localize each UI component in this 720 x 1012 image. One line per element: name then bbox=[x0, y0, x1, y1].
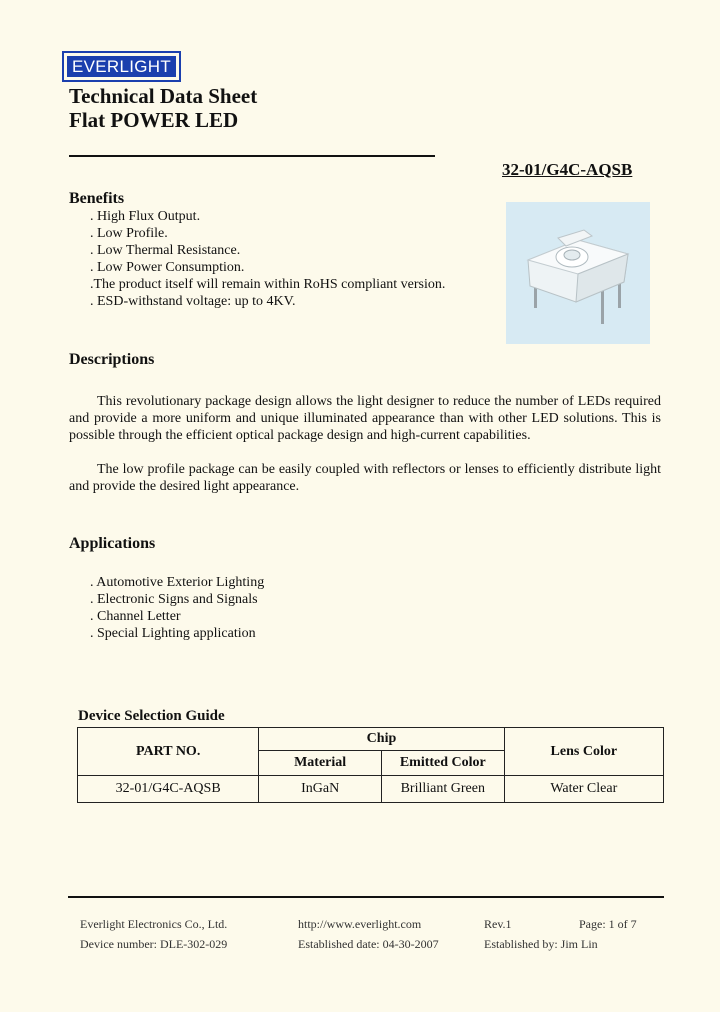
everlight-logo bbox=[62, 51, 181, 82]
footer-rev: Rev.1 bbox=[484, 917, 512, 931]
cell-lens-color: Water Clear bbox=[504, 776, 663, 803]
footer-established-date: Established date: 04-30-2007 bbox=[298, 937, 439, 951]
footer-page: Page: 1 of 7 bbox=[579, 917, 637, 931]
list-item: . Channel Letter bbox=[90, 609, 181, 624]
list-item: . Low Power Consumption. bbox=[90, 260, 245, 275]
title-line-2: Flat POWER LED bbox=[69, 108, 239, 132]
header-chip: Chip bbox=[259, 728, 504, 751]
footer-url[interactable]: http://www.everlight.com bbox=[298, 917, 422, 931]
header-part-no: PART NO. bbox=[78, 728, 259, 776]
footer-established-by: Established by: Jim Lin bbox=[484, 937, 598, 951]
table-row bbox=[78, 776, 664, 803]
descriptions-heading: Descriptions bbox=[69, 351, 155, 368]
list-item: . Automotive Exterior Lighting bbox=[90, 575, 265, 590]
header-emitted-color: Emitted Color bbox=[381, 751, 504, 776]
selection-guide-heading: Device Selection Guide bbox=[78, 708, 225, 724]
title-line-1: Technical Data Sheet bbox=[69, 84, 258, 108]
applications-list bbox=[90, 574, 264, 642]
cell-part-no: 32-01/G4C-AQSB bbox=[78, 776, 259, 803]
cell-material: InGaN bbox=[259, 776, 382, 803]
list-item: . Low Profile. bbox=[90, 226, 168, 241]
description-paragraph-1: This revolutionary package design allows the light designer to reduce the number of LEDs required and provide a more uniform and unique illuminated appearance than with other LED solutions. This is possible through the efficient optical package design and high-current capabilities. bbox=[69, 394, 661, 443]
footer-device-number: Device number: DLE-302-029 bbox=[80, 937, 228, 951]
list-item: . Electronic Signs and Signals bbox=[90, 592, 258, 607]
description-paragraph-2: The low profile package can be easily coupled with reflectors or lenses to efficiently distribute light and provide the desired light appearance. bbox=[69, 462, 661, 494]
applications-heading: Applications bbox=[69, 535, 156, 552]
list-item: . High Flux Output. bbox=[90, 209, 201, 224]
selection-guide-table bbox=[77, 727, 664, 803]
list-item: . Special Lighting application bbox=[90, 626, 256, 641]
list-item: . ESD-withstand voltage: up to 4KV. bbox=[90, 294, 296, 309]
footer-rule bbox=[68, 896, 664, 898]
list-item: .The product itself will remain within RoHS compliant version. bbox=[90, 277, 446, 292]
part-number-heading: 32-01/G4C-AQSB bbox=[502, 160, 633, 179]
led-icon bbox=[506, 202, 650, 344]
footer-company: Everlight Electronics Co., Ltd. bbox=[80, 917, 228, 931]
cell-emitted-color: Brilliant Green bbox=[381, 776, 504, 803]
header-material: Material bbox=[259, 751, 382, 776]
benefits-list bbox=[90, 208, 445, 310]
header-lens-color: Lens Color bbox=[504, 728, 663, 776]
logo-text: EVERLIGHT bbox=[67, 56, 176, 77]
list-item: . Low Thermal Resistance. bbox=[90, 243, 241, 258]
benefits-heading: Benefits bbox=[69, 190, 125, 207]
header-rule bbox=[69, 155, 435, 157]
led-product-image bbox=[506, 202, 650, 344]
